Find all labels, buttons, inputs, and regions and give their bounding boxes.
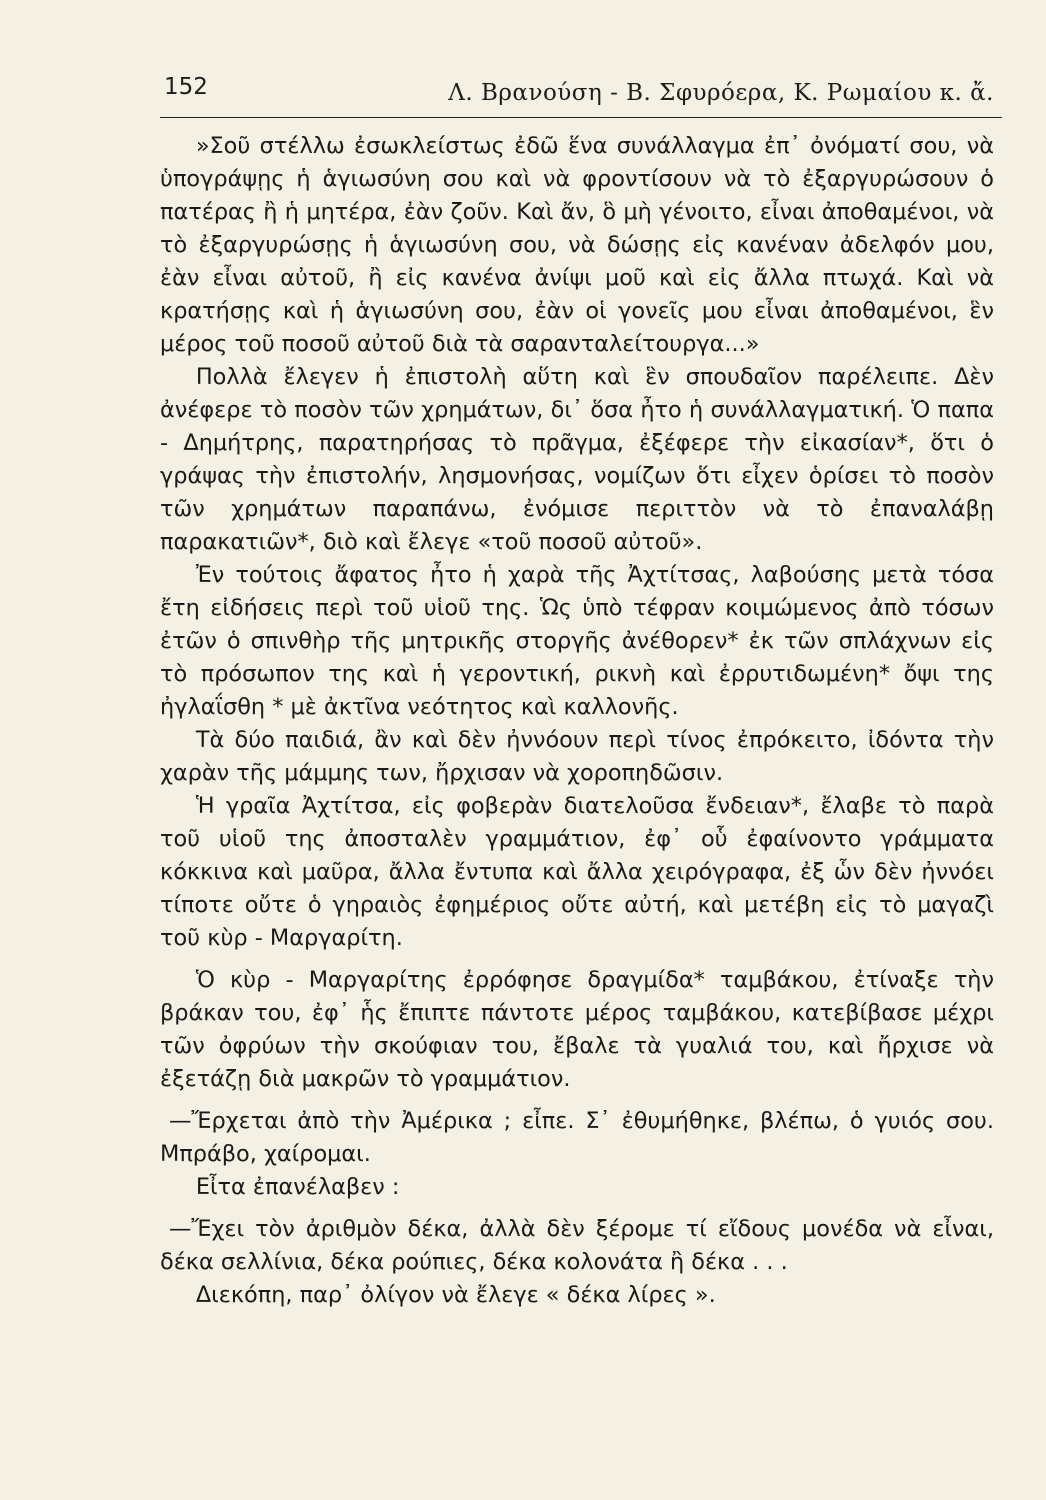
paragraph-then-repeated: Εἶτα ἐπανέλαβεν :	[195, 1174, 400, 1200]
body-text	[160, 130, 994, 1312]
paragraph-omitted-amount: Πολλὰ ἔλεγεν ἡ ἐπιστολὴ αὕτη καὶ ἓν σπουδαῖον παρέλειπε. Δὲν ἀνέφερε τὸ ποσὸν τῶν χρημάτων, δι᾽ ὅσα ἦτο ἡ συνάλλαγματική. Ὁ παπα - Δημήτρης, παρατηρήσας τὸ πρᾶγμα, ἐξέφερε τὴν εἰκασίαν*, ὅτι ὁ γράψας τὴν ἐπιστολήν, λησμονήσας, νομίζων ὅτι εἶχεν ὁρίσει τὸ ποσὸν τῶν χρημάτων παραπάνω, ἐνόμισε περιττὸν νὰ τὸ ἐπαναλάβῃ παρακατιῶν*, διὸ καὶ ἔλεγε «τοῦ ποσοῦ αὐτοῦ».	[160, 364, 994, 555]
page-number: 152	[164, 74, 208, 100]
paragraph-letter-closing: »Σοῦ στέλλω ἐσωκλείστως ἐδῶ ἕνα συνάλλαγμα ἐπ᾽ ὀνόματί σου, νὰ ὑπογράψῃς ἡ ἁγιωσύνη σου καὶ νὰ φροντίσουν νὰ τὸ ἐξαργυρώσουν ὁ πατέρας ἢ ἡ μητέρα, ἐὰν ζοῦν. Καὶ ἄν, ὃ μὴ γένοιτο, εἶναι ἀποθαμένοι, νὰ τὸ ἐξαργυρώσῃς ἡ ἁγιωσύνη σου, νὰ δώσῃς εἰς κανέναν ἀδελφόν μου, ἐὰν εἶναι αὐτοῦ, ἢ εἰς κανένα ἀνίψι μοῦ καὶ εἰς ἄλλα πτωχά. Καὶ νὰ κρατήσῃς καὶ ἡ ἁγιωσύνη σου, ἐὰν οἱ γονεῖς μου εἶναι ἀποθαμένοι, ἓν μέρος τοῦ ποσοῦ αὐτοῦ διὰ τὰ σαρανταλείτουργα...»	[160, 133, 994, 357]
page-header	[160, 72, 994, 110]
paragraph-dialogue-america: —Ἔρχεται ἀπὸ τὴν Ἀμέρικα ; εἶπε. Σ᾽ ἐθυμήθηκε, βλέπω, ὁ γυιός σου. Μπράβο, χαίρομαι.	[160, 1108, 994, 1167]
paragraph-kyr-margaritis: Ὁ κὺρ - Μαργαρίτης ἐρρόφησε δραγμίδα* ταμβάκου, ἐτίναξε τὴν βράκαν του, ἐφ᾽ ἧς ἔπιπτε πάντοτε μέρος ταμβάκου, κατεβίβασε μέχρι τῶν ὀφρύων τὴν σκούφιαν του, ἔβαλε τὰ γυαλιά του, καὶ ἤρχισε νὰ ἐξετάζῃ διὰ μακρῶν τὸ γραμμάτιον.	[160, 967, 994, 1092]
paragraph-achtitsa-joy: Ἐν τούτοις ἄφατος ἦτο ἡ χαρὰ τῆς Ἀχτίτσας, λαβούσης μετὰ τόσα ἔτη εἰδήσεις περὶ τοῦ υἱοῦ της. Ὡς ὑπὸ τέφραν κοιμώμενος ἀπὸ τόσων ἐτῶν ὁ σπινθὴρ τῆς μητρικῆς στοργῆς ἀνέθορεν* ἐκ τῶν σπλάχνων εἰς τὸ πρόσωπον της καὶ ἡ γεροντική, ρικνὴ καὶ ἐρρυτιδωμένη* ὄψι της ἠγλαΐσθη * μὲ ἀκτῖνα νεότητος καὶ καλλονῆς.	[160, 562, 994, 720]
paragraph-children: Τὰ δύο παιδιά, ἂν καὶ δὲν ἠννόουν περὶ τίνος ἐπρόκειτο, ἰδόντα τὴν χαρὰν τῆς μάμμης των, ἤρχισαν νὰ χοροπηδῶσιν.	[160, 727, 994, 786]
running-head: Λ. Βρανούση - Β. Σφυρόερα, Κ. Ρωμαίου κ. ἄ.	[448, 80, 994, 106]
paragraph-interrupted: Διεκόπη, παρ᾽ ὀλίγον νὰ ἔλεγε « δέκα λίρες ».	[195, 1282, 716, 1308]
paragraph-dialogue-ten: —Ἔχει τὸν ἀριθμὸν δέκα, ἀλλὰ δὲν ξέρομε τί εἴδους μονέδα νὰ εἶναι, δέκα σελλίνια, δέκα ρούπιες, δέκα κολονάτα ἢ δέκα . . .	[160, 1216, 994, 1275]
paragraph-old-woman: Ἡ γραῖα Ἀχτίτσα, εἰς φοβερὰν διατελοῦσα ἔνδειαν*, ἔλαβε τὸ παρὰ τοῦ υἱοῦ της ἀποσταλὲν γραμμάτιον, ἐφ᾽ οὗ ἐφαίνοντο γράμματα κόκκινα καὶ μαῦρα, ἄλλα ἔντυπα καὶ ἄλλα χειρόγραφα, ἐξ ὧν δὲν ἠννόει τίποτε οὔτε ὁ γηραιὸς ἐφημέριος οὔτε αὐτή, καὶ μετέβη εἰς τὸ μαγαζὶ τοῦ κὺρ - Μαργαρίτη.	[160, 793, 994, 951]
header-rule	[160, 117, 1002, 118]
